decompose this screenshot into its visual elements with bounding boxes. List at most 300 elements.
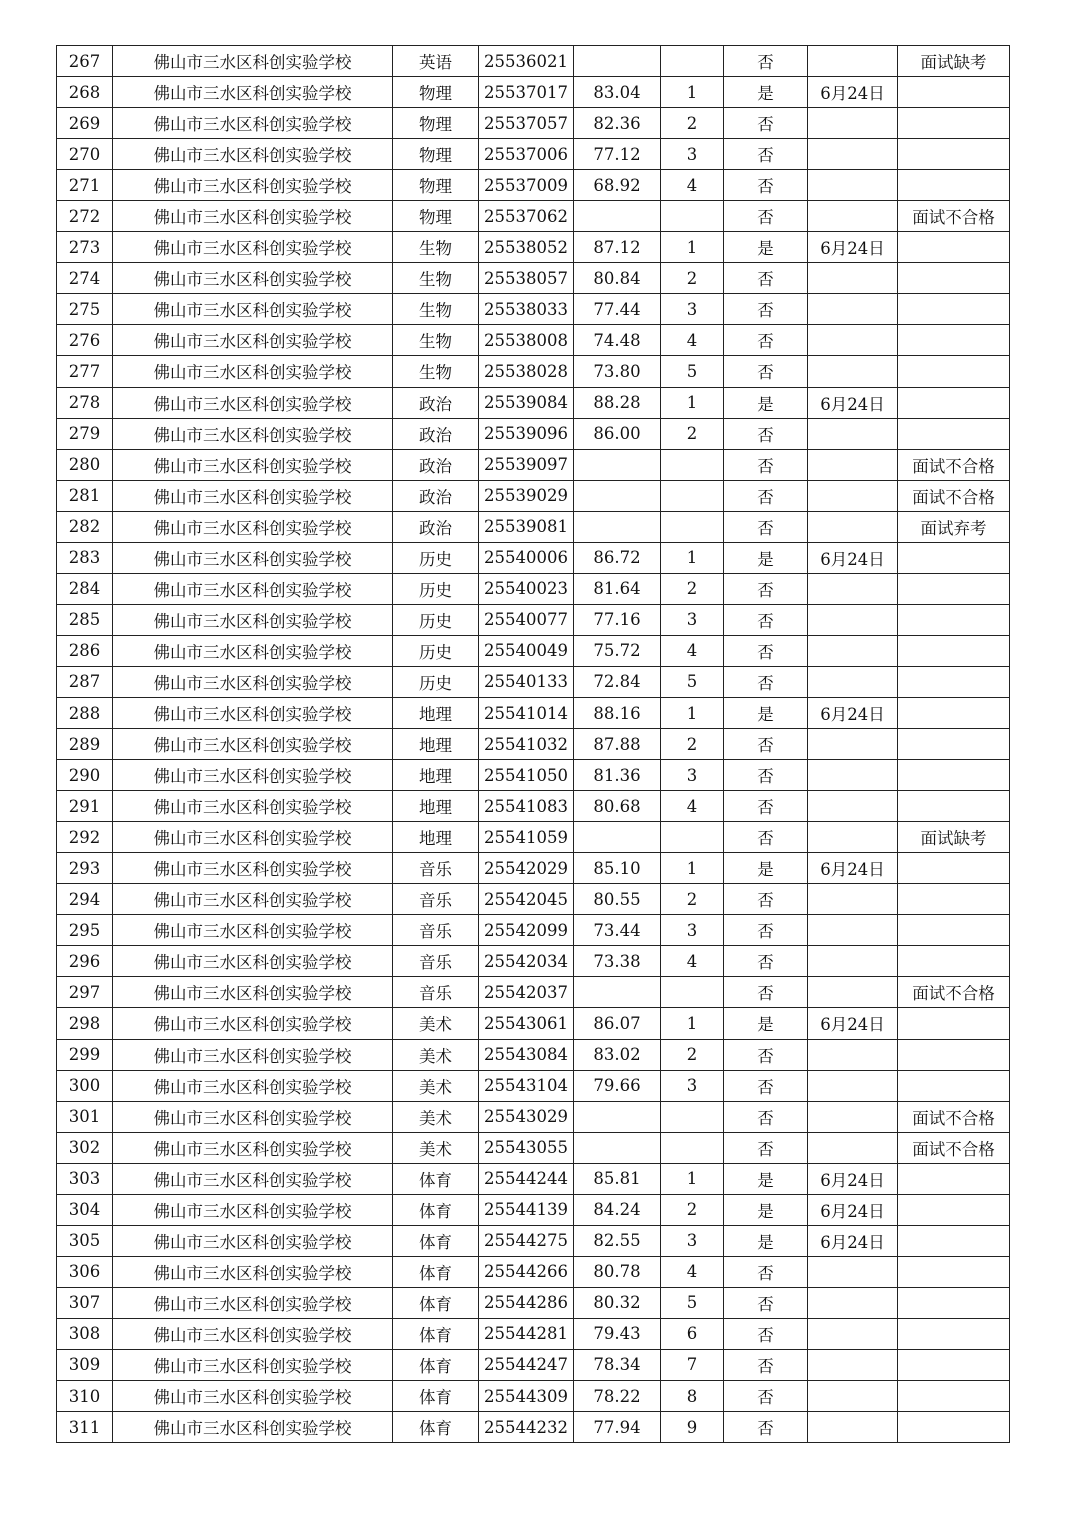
cell-enter-physical-exam: 否 (724, 511, 808, 542)
cell-score (574, 822, 661, 853)
cell-exam-number: 25544275 (479, 1225, 574, 1256)
cell-school-name: 佛山市三水区科创实验学校 (113, 1225, 393, 1256)
cell-remark (898, 884, 1010, 915)
cell-rank: 8 (661, 1381, 724, 1412)
cell-subject: 物理 (393, 170, 479, 201)
cell-exam-date (808, 1132, 898, 1163)
table-row (57, 1287, 1010, 1318)
cell-remark: 面试不合格 (898, 977, 1010, 1008)
cell-rank (661, 822, 724, 853)
cell-row-number: 293 (57, 853, 113, 884)
cell-score (574, 201, 661, 232)
cell-school-name: 佛山市三水区科创实验学校 (113, 604, 393, 635)
cell-enter-physical-exam: 否 (724, 604, 808, 635)
cell-school-name: 佛山市三水区科创实验学校 (113, 853, 393, 884)
cell-subject: 生物 (393, 294, 479, 325)
table-row (57, 822, 1010, 853)
cell-remark (898, 1349, 1010, 1380)
cell-exam-date (808, 46, 898, 77)
cell-exam-date (808, 1318, 898, 1349)
cell-remark (898, 760, 1010, 791)
cell-remark (898, 635, 1010, 666)
cell-score: 78.34 (574, 1349, 661, 1380)
cell-score: 73.44 (574, 915, 661, 946)
cell-subject: 体育 (393, 1256, 479, 1287)
cell-row-number: 269 (57, 108, 113, 139)
cell-remark (898, 77, 1010, 108)
cell-score (574, 46, 661, 77)
cell-score: 77.12 (574, 139, 661, 170)
cell-score: 88.28 (574, 387, 661, 418)
cell-school-name: 佛山市三水区科创实验学校 (113, 946, 393, 977)
cell-score: 81.36 (574, 760, 661, 791)
cell-row-number: 300 (57, 1070, 113, 1101)
cell-exam-number: 25542034 (479, 946, 574, 977)
cell-school-name: 佛山市三水区科创实验学校 (113, 77, 393, 108)
cell-row-number: 274 (57, 263, 113, 294)
cell-enter-physical-exam: 否 (724, 822, 808, 853)
cell-remark (898, 418, 1010, 449)
cell-score: 75.72 (574, 635, 661, 666)
table-row (57, 1194, 1010, 1225)
cell-row-number: 298 (57, 1008, 113, 1039)
cell-school-name: 佛山市三水区科创实验学校 (113, 573, 393, 604)
cell-rank: 4 (661, 946, 724, 977)
cell-school-name: 佛山市三水区科创实验学校 (113, 449, 393, 480)
cell-rank (661, 1132, 724, 1163)
cell-school-name: 佛山市三水区科创实验学校 (113, 1008, 393, 1039)
cell-rank: 1 (661, 1163, 724, 1194)
cell-subject: 音乐 (393, 977, 479, 1008)
cell-exam-number: 25540049 (479, 635, 574, 666)
cell-rank: 2 (661, 729, 724, 760)
cell-score (574, 449, 661, 480)
cell-school-name: 佛山市三水区科创实验学校 (113, 977, 393, 1008)
cell-enter-physical-exam: 否 (724, 977, 808, 1008)
cell-exam-date (808, 573, 898, 604)
cell-row-number: 291 (57, 791, 113, 822)
cell-row-number: 279 (57, 418, 113, 449)
cell-score (574, 1132, 661, 1163)
cell-school-name: 佛山市三水区科创实验学校 (113, 1132, 393, 1163)
cell-exam-date: 6月24日 (808, 1194, 898, 1225)
cell-enter-physical-exam: 否 (724, 449, 808, 480)
cell-school-name: 佛山市三水区科创实验学校 (113, 1412, 393, 1443)
table-row (57, 480, 1010, 511)
table-row (57, 1039, 1010, 1070)
table-row (57, 915, 1010, 946)
cell-row-number: 281 (57, 480, 113, 511)
cell-row-number: 283 (57, 542, 113, 573)
cell-remark: 面试不合格 (898, 480, 1010, 511)
table-row (57, 884, 1010, 915)
cell-exam-number: 25543084 (479, 1039, 574, 1070)
cell-enter-physical-exam: 否 (724, 139, 808, 170)
cell-rank: 3 (661, 139, 724, 170)
table-row (57, 46, 1010, 77)
table-row (57, 356, 1010, 387)
cell-rank (661, 480, 724, 511)
cell-exam-number: 25542099 (479, 915, 574, 946)
cell-row-number: 304 (57, 1194, 113, 1225)
cell-exam-number: 25538033 (479, 294, 574, 325)
cell-school-name: 佛山市三水区科创实验学校 (113, 791, 393, 822)
cell-subject: 美术 (393, 1132, 479, 1163)
cell-rank: 1 (661, 77, 724, 108)
cell-exam-date: 6月24日 (808, 853, 898, 884)
cell-school-name: 佛山市三水区科创实验学校 (113, 1070, 393, 1101)
table-row (57, 325, 1010, 356)
cell-score: 80.68 (574, 791, 661, 822)
cell-exam-number: 25539029 (479, 480, 574, 511)
cell-school-name: 佛山市三水区科创实验学校 (113, 1287, 393, 1318)
cell-row-number: 303 (57, 1163, 113, 1194)
cell-exam-number: 25537009 (479, 170, 574, 201)
cell-enter-physical-exam: 否 (724, 666, 808, 697)
cell-remark: 面试弃考 (898, 511, 1010, 542)
cell-school-name: 佛山市三水区科创实验学校 (113, 201, 393, 232)
table-row (57, 729, 1010, 760)
cell-school-name: 佛山市三水区科创实验学校 (113, 666, 393, 697)
table-row (57, 946, 1010, 977)
cell-enter-physical-exam: 是 (724, 387, 808, 418)
cell-remark (898, 915, 1010, 946)
table-row (57, 977, 1010, 1008)
cell-exam-date (808, 263, 898, 294)
cell-enter-physical-exam: 否 (724, 325, 808, 356)
cell-remark: 面试缺考 (898, 822, 1010, 853)
cell-exam-number: 25537062 (479, 201, 574, 232)
cell-school-name: 佛山市三水区科创实验学校 (113, 480, 393, 511)
cell-enter-physical-exam: 否 (724, 791, 808, 822)
cell-score: 80.32 (574, 1287, 661, 1318)
cell-subject: 政治 (393, 511, 479, 542)
cell-row-number: 268 (57, 77, 113, 108)
cell-score: 87.12 (574, 232, 661, 263)
cell-enter-physical-exam: 否 (724, 263, 808, 294)
cell-exam-number: 25539096 (479, 418, 574, 449)
cell-school-name: 佛山市三水区科创实验学校 (113, 884, 393, 915)
table-row (57, 1225, 1010, 1256)
cell-subject: 物理 (393, 139, 479, 170)
cell-score: 84.24 (574, 1194, 661, 1225)
cell-exam-number: 25542029 (479, 853, 574, 884)
cell-row-number: 282 (57, 511, 113, 542)
cell-score: 77.16 (574, 604, 661, 635)
table-row (57, 791, 1010, 822)
table-row (57, 139, 1010, 170)
cell-exam-date: 6月24日 (808, 77, 898, 108)
cell-exam-number: 25543061 (479, 1008, 574, 1039)
cell-subject: 体育 (393, 1318, 479, 1349)
cell-score: 80.55 (574, 884, 661, 915)
cell-exam-number: 25538028 (479, 356, 574, 387)
table-row (57, 1412, 1010, 1443)
cell-row-number: 280 (57, 449, 113, 480)
cell-enter-physical-exam: 否 (724, 46, 808, 77)
cell-rank: 2 (661, 573, 724, 604)
cell-row-number: 306 (57, 1256, 113, 1287)
cell-row-number: 301 (57, 1101, 113, 1132)
cell-score: 78.22 (574, 1381, 661, 1412)
cell-rank (661, 1101, 724, 1132)
cell-exam-date (808, 170, 898, 201)
table-row (57, 1318, 1010, 1349)
cell-score: 83.02 (574, 1039, 661, 1070)
cell-enter-physical-exam: 否 (724, 884, 808, 915)
cell-rank: 3 (661, 1225, 724, 1256)
cell-score: 80.78 (574, 1256, 661, 1287)
cell-remark (898, 108, 1010, 139)
cell-score: 85.81 (574, 1163, 661, 1194)
cell-exam-date (808, 760, 898, 791)
cell-enter-physical-exam: 否 (724, 201, 808, 232)
cell-rank: 1 (661, 542, 724, 573)
cell-exam-date (808, 1412, 898, 1443)
cell-exam-number: 25537017 (479, 77, 574, 108)
cell-remark (898, 170, 1010, 201)
table-body (57, 46, 1010, 1443)
cell-remark (898, 791, 1010, 822)
cell-rank: 4 (661, 170, 724, 201)
cell-remark (898, 1318, 1010, 1349)
cell-exam-date (808, 449, 898, 480)
cell-subject: 美术 (393, 1039, 479, 1070)
cell-school-name: 佛山市三水区科创实验学校 (113, 1381, 393, 1412)
cell-score: 87.88 (574, 729, 661, 760)
cell-exam-number: 25539081 (479, 511, 574, 542)
table-row (57, 853, 1010, 884)
table-row (57, 1070, 1010, 1101)
cell-enter-physical-exam: 否 (724, 480, 808, 511)
cell-remark (898, 1039, 1010, 1070)
cell-row-number: 289 (57, 729, 113, 760)
cell-row-number: 277 (57, 356, 113, 387)
cell-remark (898, 1070, 1010, 1101)
cell-score: 73.80 (574, 356, 661, 387)
cell-row-number: 286 (57, 635, 113, 666)
cell-score: 86.00 (574, 418, 661, 449)
cell-exam-date: 6月24日 (808, 1163, 898, 1194)
cell-rank: 2 (661, 418, 724, 449)
cell-row-number: 292 (57, 822, 113, 853)
cell-enter-physical-exam: 否 (724, 1412, 808, 1443)
cell-exam-number: 25544247 (479, 1349, 574, 1380)
cell-exam-number: 25543104 (479, 1070, 574, 1101)
table-row (57, 263, 1010, 294)
cell-row-number: 278 (57, 387, 113, 418)
cell-school-name: 佛山市三水区科创实验学校 (113, 1194, 393, 1225)
cell-score (574, 511, 661, 542)
cell-rank: 7 (661, 1349, 724, 1380)
cell-exam-date (808, 946, 898, 977)
cell-subject: 政治 (393, 418, 479, 449)
cell-subject: 物理 (393, 108, 479, 139)
cell-remark (898, 946, 1010, 977)
cell-row-number: 270 (57, 139, 113, 170)
cell-score: 80.84 (574, 263, 661, 294)
cell-school-name: 佛山市三水区科创实验学校 (113, 915, 393, 946)
cell-exam-date (808, 418, 898, 449)
cell-score: 83.04 (574, 77, 661, 108)
cell-exam-date: 6月24日 (808, 1008, 898, 1039)
cell-enter-physical-exam: 否 (724, 1287, 808, 1318)
cell-subject: 物理 (393, 77, 479, 108)
cell-rank: 2 (661, 1194, 724, 1225)
cell-subject: 美术 (393, 1008, 479, 1039)
cell-remark (898, 1381, 1010, 1412)
cell-exam-number: 25543029 (479, 1101, 574, 1132)
cell-remark: 面试不合格 (898, 449, 1010, 480)
cell-subject: 体育 (393, 1194, 479, 1225)
cell-row-number: 307 (57, 1287, 113, 1318)
cell-score: 77.94 (574, 1412, 661, 1443)
table-row (57, 232, 1010, 263)
cell-exam-date (808, 884, 898, 915)
cell-subject: 生物 (393, 356, 479, 387)
cell-remark (898, 1287, 1010, 1318)
cell-score: 82.36 (574, 108, 661, 139)
cell-school-name: 佛山市三水区科创实验学校 (113, 325, 393, 356)
cell-remark (898, 573, 1010, 604)
cell-score: 77.44 (574, 294, 661, 325)
cell-subject: 音乐 (393, 884, 479, 915)
cell-exam-number: 25544244 (479, 1163, 574, 1194)
cell-remark: 面试不合格 (898, 201, 1010, 232)
cell-enter-physical-exam: 否 (724, 1381, 808, 1412)
cell-subject: 音乐 (393, 946, 479, 977)
table-row (57, 1349, 1010, 1380)
cell-row-number: 296 (57, 946, 113, 977)
cell-exam-number: 25536021 (479, 46, 574, 77)
cell-school-name: 佛山市三水区科创实验学校 (113, 139, 393, 170)
cell-subject: 历史 (393, 542, 479, 573)
cell-exam-number: 25537057 (479, 108, 574, 139)
cell-exam-date: 6月24日 (808, 232, 898, 263)
cell-row-number: 287 (57, 666, 113, 697)
cell-rank: 5 (661, 356, 724, 387)
cell-exam-date (808, 1039, 898, 1070)
cell-remark (898, 387, 1010, 418)
cell-exam-date (808, 1287, 898, 1318)
cell-rank (661, 46, 724, 77)
cell-rank: 4 (661, 635, 724, 666)
cell-school-name: 佛山市三水区科创实验学校 (113, 418, 393, 449)
cell-exam-date (808, 325, 898, 356)
cell-row-number: 295 (57, 915, 113, 946)
cell-subject: 地理 (393, 791, 479, 822)
table-row (57, 542, 1010, 573)
cell-row-number: 285 (57, 604, 113, 635)
cell-rank: 5 (661, 1287, 724, 1318)
table-row (57, 760, 1010, 791)
cell-enter-physical-exam: 否 (724, 1132, 808, 1163)
table-row (57, 77, 1010, 108)
cell-rank: 3 (661, 604, 724, 635)
cell-remark: 面试不合格 (898, 1101, 1010, 1132)
cell-subject: 地理 (393, 760, 479, 791)
table-row (57, 418, 1010, 449)
cell-subject: 地理 (393, 697, 479, 728)
cell-exam-date (808, 729, 898, 760)
cell-exam-date: 6月24日 (808, 697, 898, 728)
cell-row-number: 276 (57, 325, 113, 356)
cell-row-number: 305 (57, 1225, 113, 1256)
cell-row-number: 290 (57, 760, 113, 791)
cell-rank: 2 (661, 263, 724, 294)
cell-exam-date (808, 1101, 898, 1132)
cell-row-number: 309 (57, 1349, 113, 1380)
cell-subject: 美术 (393, 1101, 479, 1132)
cell-subject: 体育 (393, 1225, 479, 1256)
results-table-sheet (56, 45, 1009, 1443)
cell-exam-date (808, 915, 898, 946)
cell-enter-physical-exam: 是 (724, 1163, 808, 1194)
cell-exam-number: 25544232 (479, 1412, 574, 1443)
cell-remark (898, 232, 1010, 263)
cell-subject: 政治 (393, 387, 479, 418)
cell-exam-number: 25544281 (479, 1318, 574, 1349)
cell-enter-physical-exam: 是 (724, 1225, 808, 1256)
table-row (57, 294, 1010, 325)
cell-rank (661, 201, 724, 232)
cell-row-number: 272 (57, 201, 113, 232)
cell-enter-physical-exam: 否 (724, 1318, 808, 1349)
cell-enter-physical-exam: 否 (724, 170, 808, 201)
cell-score: 72.84 (574, 666, 661, 697)
cell-remark (898, 139, 1010, 170)
cell-exam-number: 25541059 (479, 822, 574, 853)
cell-enter-physical-exam: 否 (724, 294, 808, 325)
cell-school-name: 佛山市三水区科创实验学校 (113, 1101, 393, 1132)
cell-remark (898, 1412, 1010, 1443)
cell-school-name: 佛山市三水区科创实验学校 (113, 232, 393, 263)
table-row (57, 1163, 1010, 1194)
cell-remark (898, 1256, 1010, 1287)
cell-enter-physical-exam: 是 (724, 853, 808, 884)
cell-exam-date (808, 822, 898, 853)
cell-exam-number: 25538052 (479, 232, 574, 263)
cell-subject: 政治 (393, 449, 479, 480)
cell-score: 82.55 (574, 1225, 661, 1256)
cell-school-name: 佛山市三水区科创实验学校 (113, 108, 393, 139)
cell-score: 79.43 (574, 1318, 661, 1349)
cell-enter-physical-exam: 否 (724, 108, 808, 139)
cell-row-number: 273 (57, 232, 113, 263)
cell-rank (661, 977, 724, 1008)
cell-school-name: 佛山市三水区科创实验学校 (113, 263, 393, 294)
cell-school-name: 佛山市三水区科创实验学校 (113, 697, 393, 728)
cell-row-number: 284 (57, 573, 113, 604)
cell-exam-number: 25539084 (479, 387, 574, 418)
cell-exam-number: 25544309 (479, 1381, 574, 1412)
cell-enter-physical-exam: 否 (724, 1349, 808, 1380)
cell-exam-date (808, 201, 898, 232)
cell-row-number: 311 (57, 1412, 113, 1443)
cell-school-name: 佛山市三水区科创实验学校 (113, 822, 393, 853)
cell-exam-number: 25541050 (479, 760, 574, 791)
cell-remark: 面试缺考 (898, 46, 1010, 77)
cell-exam-date (808, 511, 898, 542)
table-row (57, 449, 1010, 480)
cell-remark (898, 1008, 1010, 1039)
cell-rank: 2 (661, 884, 724, 915)
cell-exam-number: 25543055 (479, 1132, 574, 1163)
table-row (57, 1008, 1010, 1039)
cell-exam-date (808, 977, 898, 1008)
cell-score: 88.16 (574, 697, 661, 728)
cell-subject: 英语 (393, 46, 479, 77)
